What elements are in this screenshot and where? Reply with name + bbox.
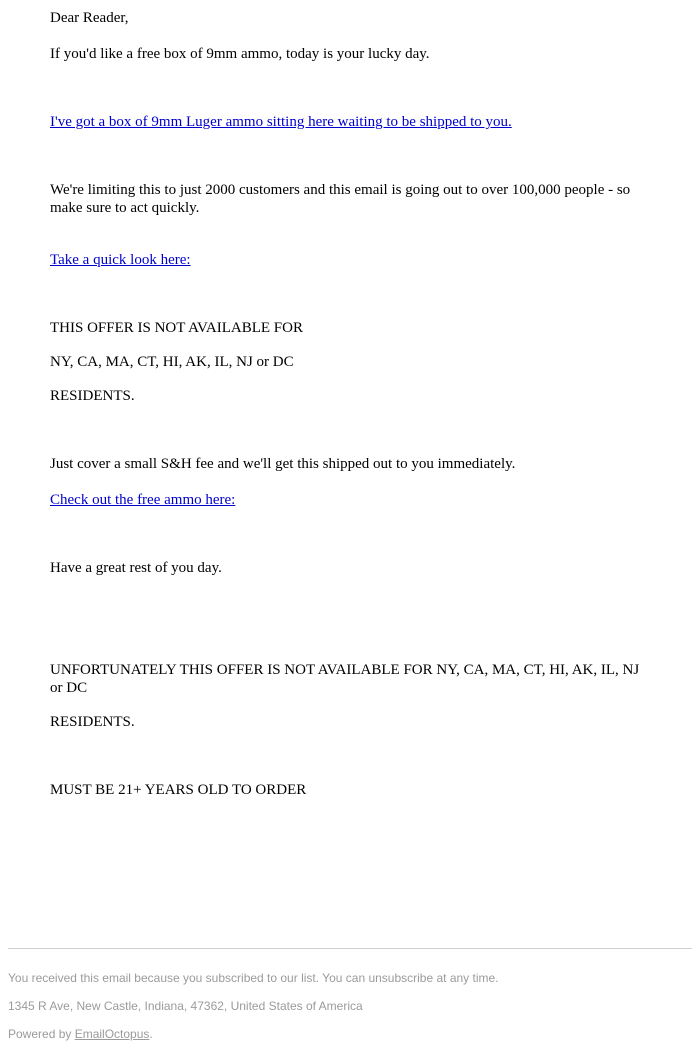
closing-text: Have a great rest of you day. bbox=[50, 560, 222, 576]
free-ammo-link-container bbox=[50, 491, 235, 509]
ammo-offer-link[interactable]: I've got a box of 9mm Luger ammo sitting here waiting to be shipped to you. bbox=[50, 114, 512, 130]
greeting-text: Dear Reader, bbox=[50, 10, 129, 26]
ammo-offer-link-container bbox=[50, 113, 512, 131]
powered-by-prefix: Powered by bbox=[8, 1027, 75, 1041]
quick-look-link-container bbox=[50, 251, 191, 269]
offer-notice-line-3: RESIDENTS. bbox=[50, 388, 135, 404]
shipping-text: Just cover a small S&H fee and we'll get this shipped out to you immediately. bbox=[50, 456, 516, 472]
sender-address: 1345 R Ave, New Castle, Indiana, 47362, United States of America bbox=[8, 999, 363, 1013]
footer-divider bbox=[8, 948, 692, 949]
free-ammo-link[interactable]: Check out the free ammo here: bbox=[50, 492, 236, 508]
offer-notice-line-1: THIS OFFER IS NOT AVAILABLE FOR bbox=[50, 320, 303, 336]
offer-notice-line-2: NY, CA, MA, CT, HI, AK, IL, NJ or DC bbox=[50, 354, 294, 370]
restriction-residents-text: RESIDENTS. bbox=[50, 714, 135, 730]
limit-text: We're limiting this to just 2000 customers and this email is going out to over 100,000 people - so make sure to act quickly. bbox=[50, 182, 631, 216]
restriction-text: UNFORTUNATELY THIS OFFER IS NOT AVAILABLE FOR NY, CA, MA, CT, HI, AK, IL, NJ or DC bbox=[50, 662, 640, 696]
subscription-notice: You received this email because you subscribed to our list. You can unsubscribe at any time. bbox=[8, 971, 499, 985]
intro-text: If you'd like a free box of 9mm ammo, today is your lucky day. bbox=[50, 46, 430, 62]
quick-look-link[interactable]: Take a quick look here: bbox=[50, 252, 191, 268]
powered-by-suffix: . bbox=[149, 1027, 153, 1041]
age-notice-text: MUST BE 21+ YEARS OLD TO ORDER bbox=[50, 782, 307, 798]
powered-by bbox=[8, 1026, 153, 1042]
emailoctopus-link[interactable]: EmailOctopus bbox=[74, 1027, 150, 1041]
